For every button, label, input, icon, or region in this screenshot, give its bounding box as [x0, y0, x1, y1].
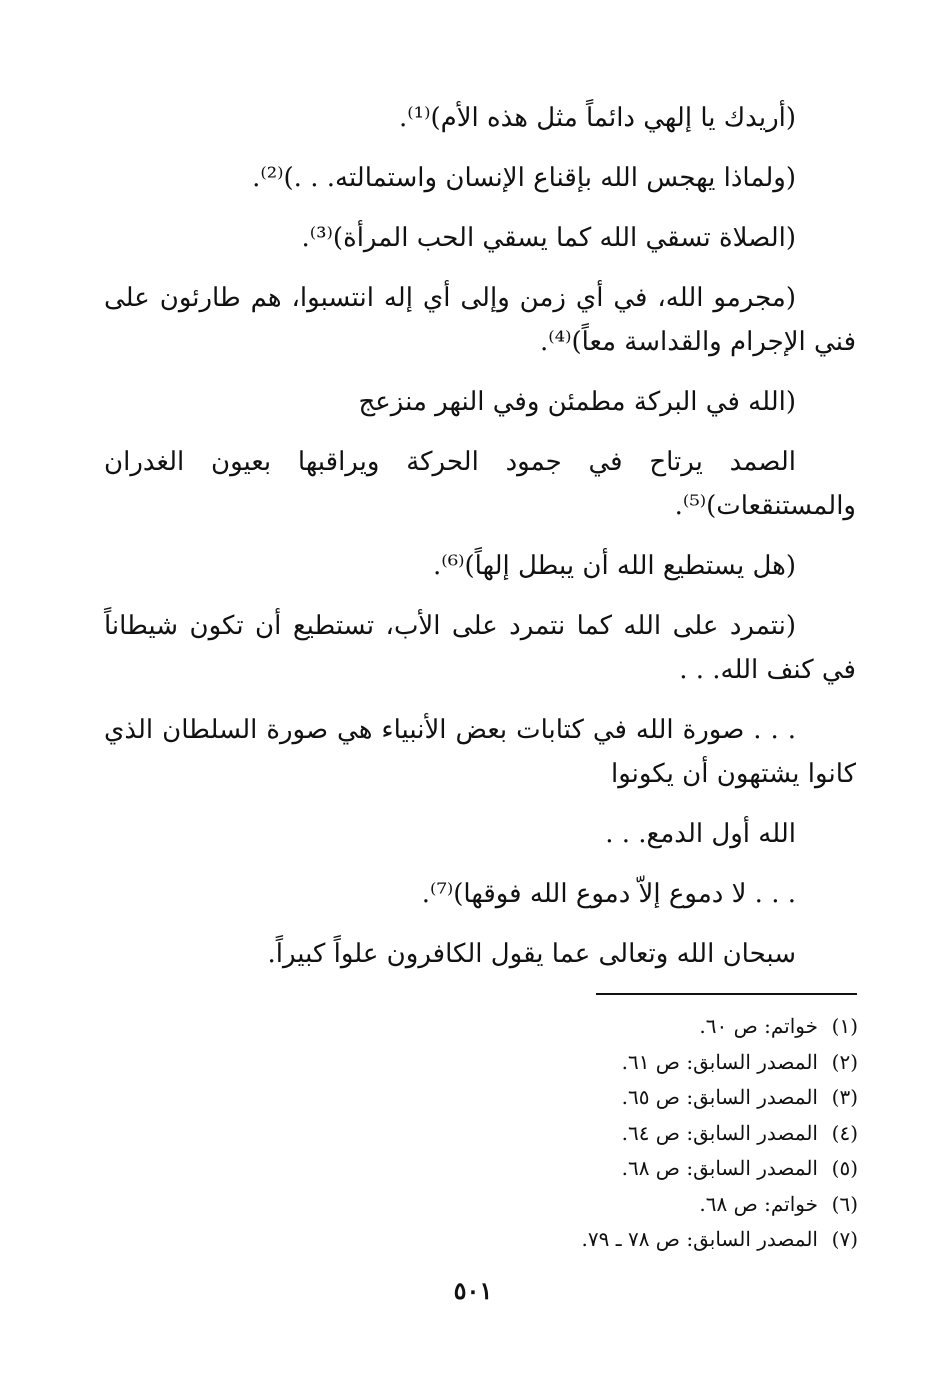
paragraph: الله أول الدمع. . .	[605, 819, 796, 849]
footnotes	[358, 1009, 858, 1258]
paragraph: (نتمرد على الله كما نتمرد على الأب، تستطيع أن تكون شيطاناً في كنف الله. . .	[104, 611, 856, 685]
footnote	[358, 1187, 858, 1223]
footnote	[358, 1116, 858, 1152]
footnote-text: خواتم: ص ٦٨.	[699, 1191, 818, 1216]
footnote-number: (٤)	[831, 1120, 858, 1145]
footnote-text: المصدر السابق: ص ٦١.	[621, 1049, 818, 1074]
footnote-text: المصدر السابق: ص ٦٥.	[621, 1085, 818, 1109]
footnote	[358, 1222, 858, 1258]
paragraph: (مجرمو الله، في أي زمن وإلى أي إله انتسبوا، هم طارئون على فني الإجرام والقداسة معاً)⁽⁴⁾.	[104, 283, 856, 357]
footnote-text: خواتم: ص ٦٠.	[699, 1014, 818, 1038]
footnote-number: (٦)	[831, 1191, 858, 1216]
body-text	[104, 96, 856, 976]
footnote-number: (١)	[831, 1014, 858, 1038]
paragraph: الصمد يرتاح في جمود الحركة ويراقبها بعيون الغدران والمستنقعات)⁽⁵⁾.	[104, 447, 856, 521]
footnote-number: (٥)	[831, 1156, 858, 1180]
footnote-number: (٧)	[831, 1227, 858, 1251]
footnote	[358, 1080, 858, 1116]
footnote-separator	[596, 993, 857, 995]
page-number: ٥٠١	[453, 1276, 493, 1305]
footnote-text: المصدر السابق: ص ٧٨ ـ ٧٩.	[581, 1227, 818, 1251]
footnote-text: المصدر السابق: ص ٦٤.	[621, 1120, 818, 1145]
footnote	[358, 1045, 858, 1081]
paragraph: (الله في البركة مطمئن وفي النهر منزعج	[358, 387, 796, 417]
footnote-text: المصدر السابق: ص ٦٨.	[621, 1156, 818, 1180]
paragraph: (أريدك يا إلهي دائماً مثل هذه الأم)⁽¹⁾.	[399, 103, 796, 133]
footnote	[358, 1151, 858, 1187]
paragraph: (هل يستطيع الله أن يبطل إلهاً)⁽⁶⁾.	[433, 551, 796, 581]
footnote	[358, 1009, 858, 1045]
paragraph: سبحان الله وتعالى عما يقول الكافرون علواً كبيراً.	[267, 939, 796, 969]
paragraph: . . . لا دموع إلاّ دموع الله فوقها)⁽⁷⁾.	[421, 879, 796, 909]
footnote-number: (٢)	[831, 1049, 858, 1074]
paragraph: (الصلاة تسقي الله كما يسقي الحب المرأة)⁽³⁾.	[301, 223, 796, 253]
footnote-number: (٣)	[831, 1085, 858, 1109]
paragraph: . . . صورة الله في كتابات بعض الأنبياء هي صورة السلطان الذي كانوا يشتهون أن يكونوا	[104, 715, 856, 789]
paragraph: (ولماذا يهجس الله بإقناع الإنسان واستمالته. . .)⁽²⁾.	[252, 163, 796, 193]
